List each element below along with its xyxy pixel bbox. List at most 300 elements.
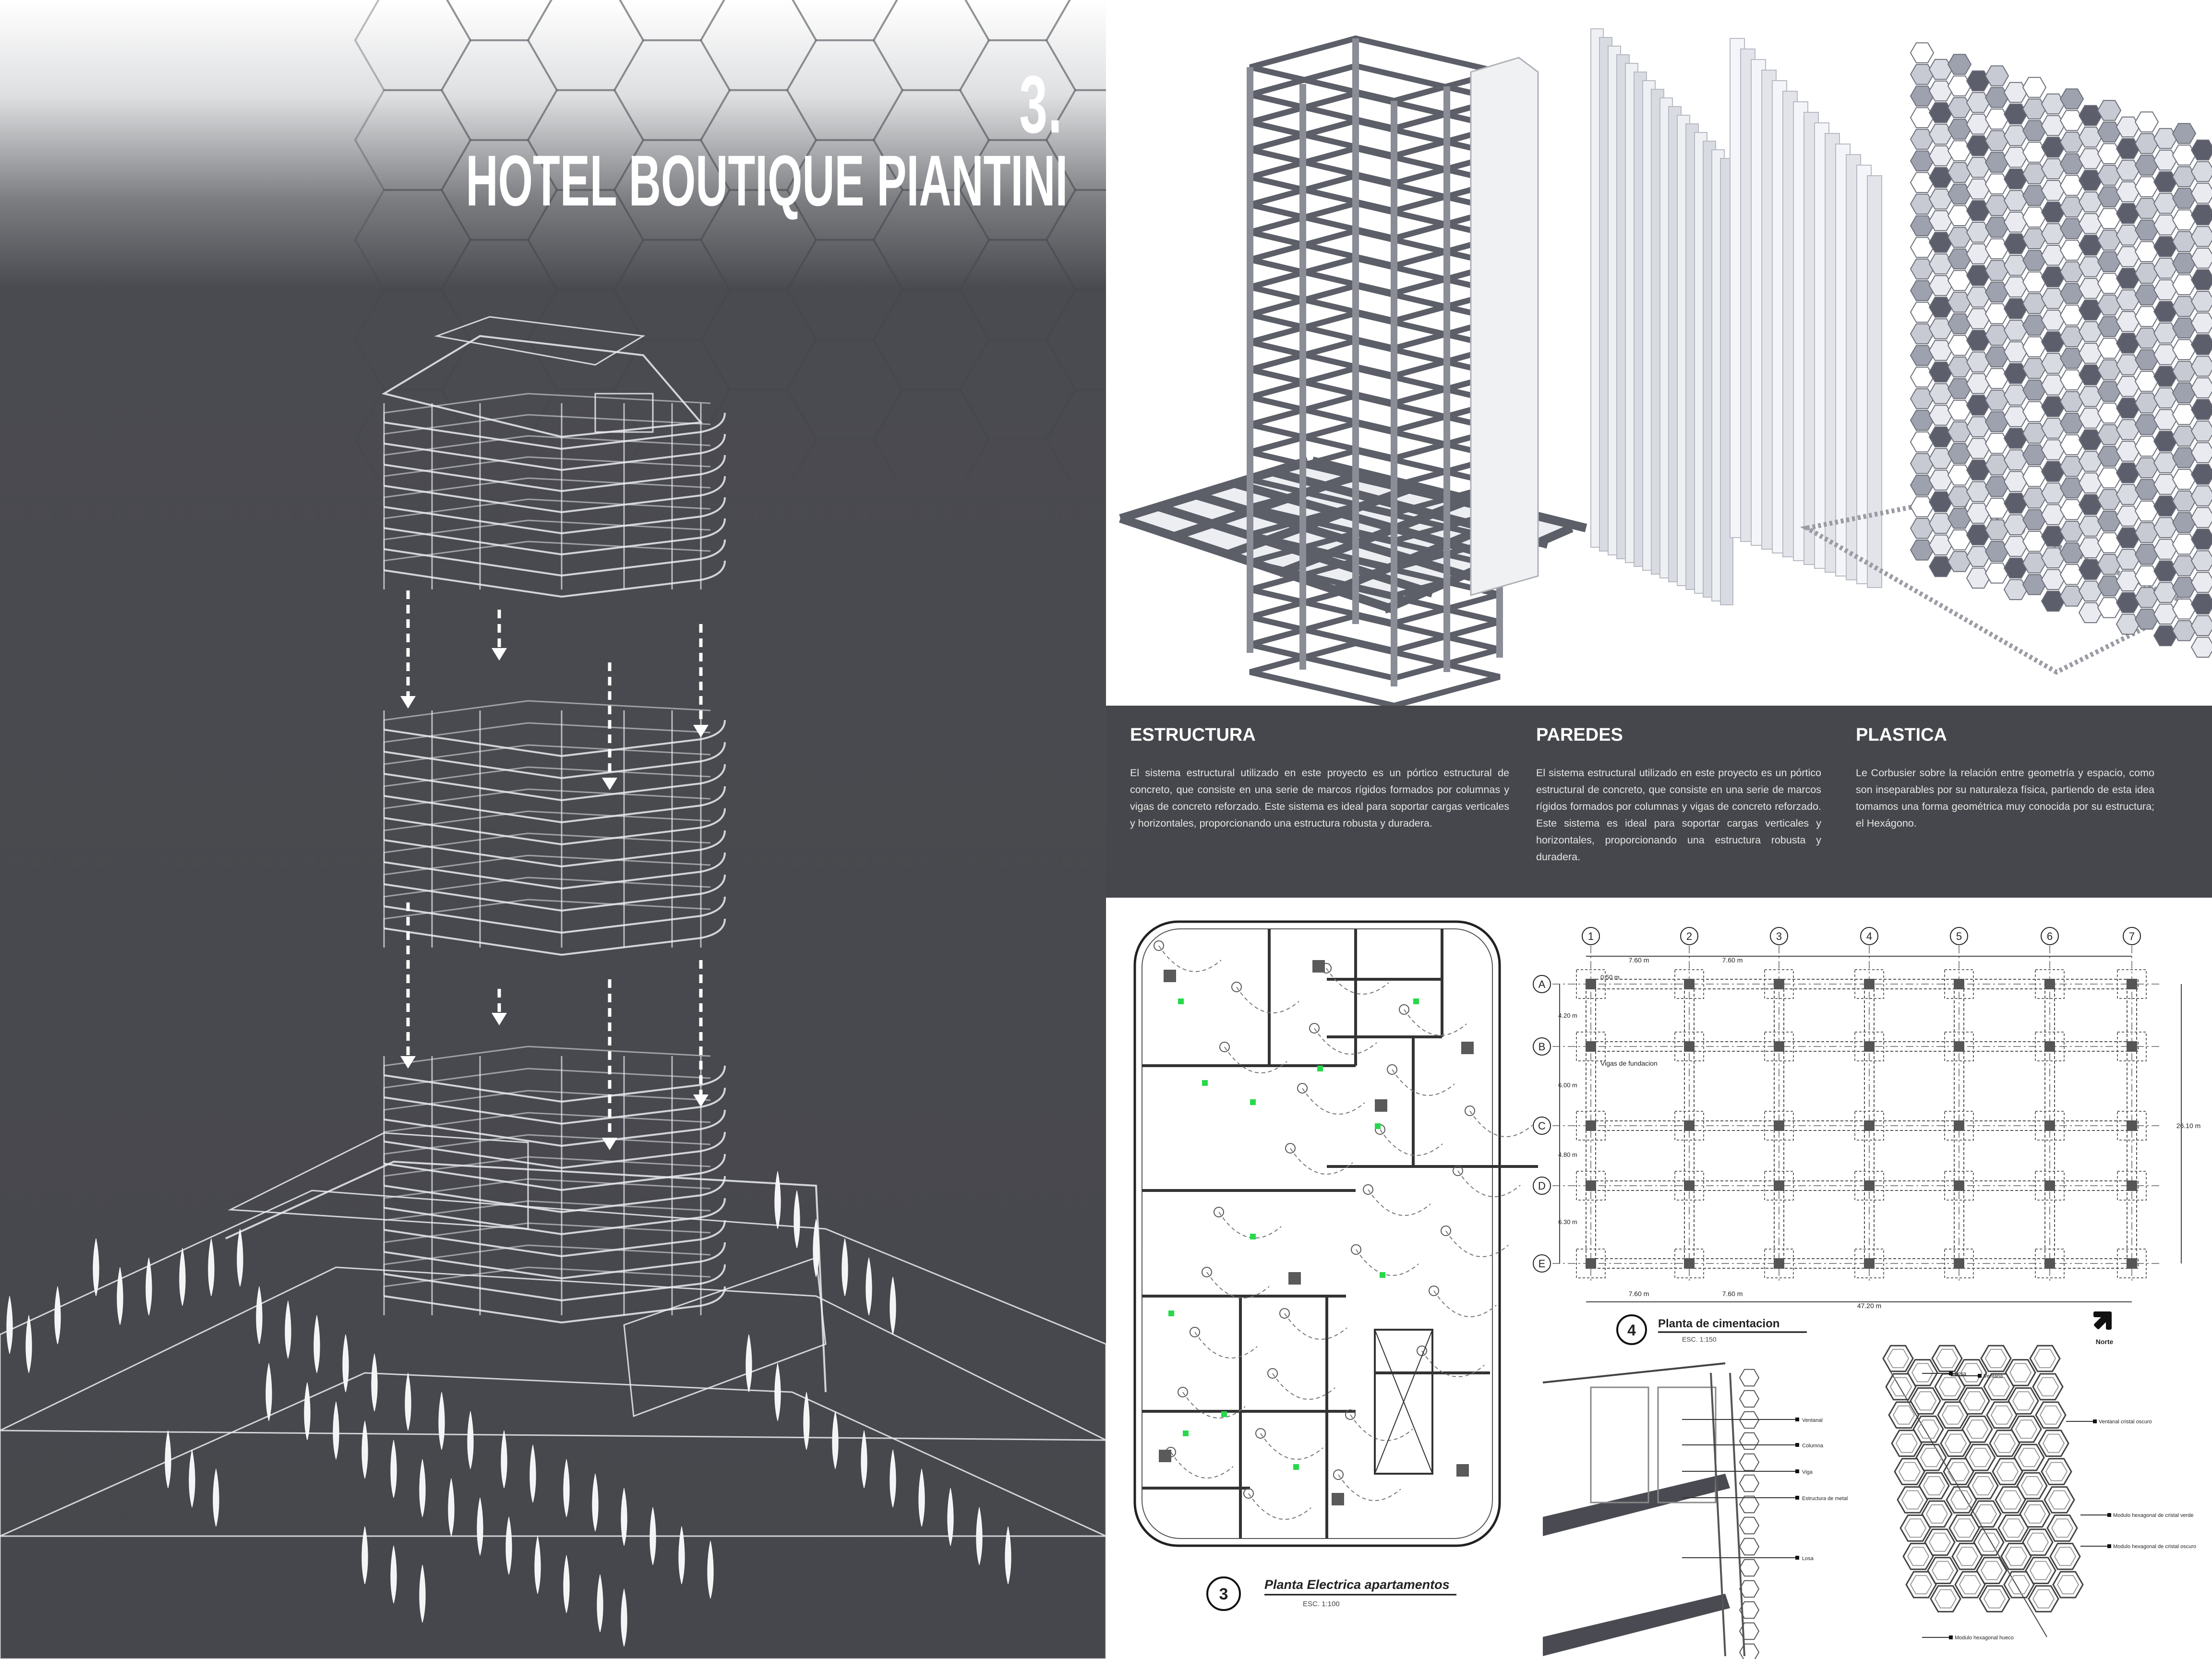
hexagon-module-inner bbox=[1981, 1562, 2002, 1580]
model-renders-panel bbox=[1106, 0, 2212, 706]
circuit-line bbox=[1326, 968, 1389, 994]
column bbox=[2044, 1258, 2055, 1269]
column bbox=[1864, 1180, 1875, 1191]
column bbox=[2127, 1120, 2137, 1131]
circuit-line bbox=[1458, 1171, 1520, 1197]
hexagon-module-inner bbox=[1893, 1406, 1914, 1424]
grid-column-label: 4 bbox=[1866, 930, 1873, 942]
floor-slab bbox=[384, 786, 725, 822]
leader-dot bbox=[1795, 1418, 1799, 1421]
hexagon-module-inner bbox=[1912, 1363, 1933, 1382]
hexagon-module bbox=[1740, 1539, 1759, 1555]
cypress-tree bbox=[266, 1363, 272, 1421]
hexagon-module-inner bbox=[2000, 1491, 2021, 1509]
column bbox=[1684, 979, 1695, 989]
column bbox=[1684, 1120, 1695, 1131]
floor-slab bbox=[384, 720, 725, 756]
podium-block bbox=[624, 1258, 826, 1416]
leader-dot bbox=[1795, 1496, 1799, 1500]
hexagon-module-inner bbox=[1926, 1505, 1948, 1523]
cypress-tree bbox=[256, 1286, 262, 1344]
cypress-tree bbox=[506, 1517, 512, 1575]
cypress-tree bbox=[621, 1488, 627, 1546]
hexagon-module-inner bbox=[2021, 1477, 2043, 1495]
cypress-tree bbox=[597, 1575, 603, 1632]
column bbox=[1586, 1180, 1596, 1191]
hexagon-module bbox=[1740, 1391, 1759, 1407]
circuit-line bbox=[1249, 1493, 1311, 1519]
circuit-line bbox=[1195, 1332, 1257, 1358]
hexagon-module-inner bbox=[1911, 1575, 1932, 1594]
cypress-tree bbox=[650, 1507, 656, 1565]
hexagon-module-inner bbox=[1988, 1378, 2009, 1396]
column bbox=[2044, 1180, 2055, 1191]
floor-slab bbox=[384, 1220, 725, 1256]
hexagon-module-inner bbox=[1899, 1463, 1920, 1481]
structural-column bbox=[1461, 1042, 1474, 1054]
column bbox=[1684, 1041, 1695, 1052]
circuit-line bbox=[1470, 1111, 1532, 1137]
hexagon-module bbox=[1740, 1560, 1759, 1576]
grid-row-label: B bbox=[1538, 1041, 1546, 1053]
detail-label: Losa bbox=[1955, 1371, 1966, 1377]
hexagon-module-inner bbox=[1915, 1392, 1936, 1410]
hexagon-module-inner bbox=[2016, 1420, 2037, 1438]
hexagon-module bbox=[1740, 1475, 1759, 1492]
cypress-tree bbox=[405, 1373, 411, 1431]
hexagon-module-inner bbox=[1975, 1505, 1996, 1523]
leader-dot bbox=[2107, 1544, 2111, 1548]
grid-column-label: 1 bbox=[1587, 930, 1594, 942]
cypress-tree bbox=[420, 1565, 425, 1623]
hexagon-module-inner bbox=[1954, 1519, 1975, 1537]
floor-slab bbox=[384, 1198, 725, 1234]
explode-arrowhead bbox=[602, 1138, 617, 1150]
hexagon-module-inner bbox=[1978, 1533, 1999, 1551]
column bbox=[1954, 1041, 1964, 1052]
cypress-tree bbox=[621, 1589, 627, 1647]
floor-slab bbox=[384, 1110, 725, 1146]
column bbox=[1586, 1041, 1596, 1052]
cypress-tree bbox=[165, 1431, 171, 1488]
grid-row-label: D bbox=[1538, 1180, 1546, 1192]
column bbox=[2127, 1041, 2137, 1052]
structural-column bbox=[1288, 1272, 1301, 1285]
outlet-marker bbox=[1178, 998, 1184, 1004]
outlet-marker bbox=[1250, 1099, 1256, 1105]
section-body: El sistema estructural utilizado en este proyecto es un pórtico estructural de concreto, que consiste en una serie de marcos rígidos formados por columnas y vigas de concreto reforzado. Este sistema es ideal para soportar cargas verticales y horizontales, proporcionando una estructura robusta y duradera. bbox=[1536, 767, 1821, 863]
circuit-line bbox=[1285, 1313, 1347, 1339]
cypress-tree bbox=[117, 1267, 123, 1325]
circuit-line bbox=[1350, 1415, 1413, 1441]
dimension-label: 6.30 m bbox=[1558, 1218, 1577, 1226]
wall-panel bbox=[1867, 176, 1882, 588]
cypress-tree bbox=[189, 1450, 195, 1507]
column bbox=[2044, 1120, 2055, 1131]
hexagon-module-inner bbox=[2046, 1463, 2067, 1481]
outlet-marker bbox=[1413, 998, 1419, 1004]
hexagon-outline bbox=[355, 0, 470, 90]
cypress-tree bbox=[213, 1469, 219, 1527]
outlet-marker bbox=[1250, 1234, 1256, 1239]
section-body: El sistema estructural utilizado en este proyecto es un pórtico estructural de concreto, que consiste en una serie de marcos rígidos formados por columnas y vigas de concreto reforzado. Este sistema es ideal para soportar cargas verticales y horizontales, proporcionando una estructura robusta y duradera. bbox=[1130, 767, 1509, 829]
detail-label: Ventanal bbox=[1802, 1418, 1823, 1423]
hexagon-outline bbox=[528, 0, 643, 90]
hexagon-module-inner bbox=[2033, 1590, 2054, 1608]
project-title: HOTEL BOUTIQUE PIANTINI bbox=[466, 140, 1068, 221]
column bbox=[1684, 1180, 1695, 1191]
cypress-tree bbox=[55, 1286, 60, 1344]
section-heading: PLASTICA bbox=[1856, 725, 1947, 745]
grid-column-label: 6 bbox=[2046, 930, 2053, 942]
cypress-tree bbox=[362, 1527, 368, 1584]
cypress-tree bbox=[804, 1392, 809, 1450]
hexagon-module-inner bbox=[1970, 1448, 1991, 1467]
circuit-line bbox=[1302, 1088, 1365, 1114]
column bbox=[2127, 979, 2137, 989]
cypress-tree bbox=[530, 1445, 536, 1503]
floor-slab bbox=[384, 875, 725, 911]
column bbox=[1864, 1120, 1875, 1131]
floor-slab bbox=[384, 919, 725, 955]
cypress-tree bbox=[362, 1421, 368, 1479]
cypress-tree bbox=[794, 1190, 800, 1248]
column bbox=[2127, 1258, 2137, 1269]
grid-row-label: E bbox=[1538, 1258, 1546, 1270]
section-paredes bbox=[1536, 725, 1821, 866]
hexagon-module-inner bbox=[2057, 1575, 2079, 1594]
column bbox=[2127, 1180, 2137, 1191]
floor-slab bbox=[384, 764, 725, 800]
leader-dot bbox=[1795, 1556, 1799, 1560]
cypress-tree bbox=[333, 1402, 339, 1459]
dimension-label: 0.50 m bbox=[1600, 974, 1620, 981]
facade-detail-section bbox=[1543, 1363, 1848, 1659]
cypress-tree bbox=[919, 1469, 925, 1527]
hexagon-module-inner bbox=[1991, 1406, 2012, 1424]
tower-segment bbox=[384, 394, 725, 597]
column bbox=[2044, 1041, 2055, 1052]
grid-column-label: 2 bbox=[1686, 930, 1693, 942]
cypress-tree bbox=[775, 1363, 781, 1421]
column bbox=[1954, 1120, 1964, 1131]
leader-dot bbox=[1949, 1371, 1953, 1375]
cypress-tree bbox=[564, 1459, 569, 1517]
hexagon-module-inner bbox=[2003, 1519, 2024, 1537]
floor-slab bbox=[384, 1264, 725, 1300]
column bbox=[1864, 1041, 1875, 1052]
section-heading: PAREDES bbox=[1536, 725, 1623, 745]
hexagon-module-inner bbox=[2013, 1392, 2034, 1410]
hexagon-facade-detail bbox=[1883, 1346, 2196, 1641]
column bbox=[2044, 979, 2055, 989]
circuit-line bbox=[1356, 1250, 1419, 1275]
hexagon-module-inner bbox=[2052, 1519, 2073, 1537]
hexagon-module-inner bbox=[1985, 1349, 2007, 1368]
detail-label: Viga bbox=[1802, 1469, 1813, 1475]
column bbox=[1586, 1120, 1596, 1131]
hexagon-outline bbox=[355, 190, 470, 290]
plan-title: Planta Electrica apartamentos bbox=[1264, 1577, 1450, 1592]
dimension-label: 7.60 m bbox=[1722, 956, 1743, 964]
hexagon-module-inner bbox=[1945, 1434, 1966, 1453]
hexagon-module-inner bbox=[1905, 1519, 1926, 1537]
outlet-marker bbox=[1317, 1066, 1323, 1071]
section-estructura bbox=[1130, 725, 1509, 832]
hexagon-module-inner bbox=[1942, 1406, 1963, 1424]
ground-outline bbox=[0, 1190, 1106, 1659]
circuit-line bbox=[1368, 1190, 1431, 1215]
cypress-tree bbox=[948, 1488, 953, 1546]
cypress-tree bbox=[93, 1238, 99, 1296]
hexagon-module bbox=[1740, 1581, 1759, 1598]
section-plastica bbox=[1856, 725, 2154, 832]
hexagon-module-inner bbox=[1923, 1477, 1945, 1495]
cypress-tree bbox=[1005, 1527, 1011, 1584]
plan-outline-inner bbox=[1142, 929, 1492, 1539]
cypress-tree bbox=[237, 1229, 243, 1286]
outlet-marker bbox=[1293, 1464, 1299, 1470]
hexagon-module bbox=[1740, 1433, 1759, 1450]
floor-slab bbox=[384, 808, 725, 844]
hexagon-module-inner bbox=[1984, 1590, 2005, 1608]
plan-scale: ESC. 1:100 bbox=[1303, 1600, 1340, 1608]
hexagon-outline bbox=[355, 90, 470, 190]
core-shaft bbox=[1471, 58, 1538, 595]
floor-slab bbox=[384, 540, 725, 576]
structural-column bbox=[1456, 1464, 1469, 1477]
circuit-line bbox=[1159, 946, 1221, 972]
outlet-marker bbox=[1202, 1080, 1208, 1086]
dimension-label: 26.10 m bbox=[2176, 1122, 2201, 1130]
detail-label: Modulo hexagonal de cristal oscuro bbox=[2113, 1544, 2197, 1550]
hexagon-module-inner bbox=[2010, 1363, 2031, 1382]
cypress-tree bbox=[468, 1411, 473, 1469]
cypress-tree bbox=[314, 1315, 320, 1373]
circuit-line bbox=[1261, 1433, 1323, 1459]
circuit-line bbox=[1290, 1148, 1353, 1174]
hexagon-module-inner bbox=[1936, 1349, 1958, 1368]
cypress-tree bbox=[439, 1392, 445, 1450]
column bbox=[1954, 979, 1964, 989]
hexagon-module bbox=[1740, 1517, 1759, 1534]
circuit-line bbox=[1392, 1070, 1455, 1095]
circuit-line bbox=[1183, 1392, 1245, 1418]
detail-label: Ventanal cristal oscuro bbox=[2099, 1419, 2152, 1425]
floor-slab bbox=[384, 1088, 725, 1124]
walls-model bbox=[1591, 29, 1882, 605]
circuit-line bbox=[1207, 1272, 1269, 1298]
cypress-tree bbox=[535, 1536, 541, 1594]
cypress-tree bbox=[7, 1296, 12, 1354]
hexagon-module-inner bbox=[2034, 1349, 2056, 1368]
description-band bbox=[1106, 706, 2212, 898]
hexagon-module-inner bbox=[1948, 1463, 1969, 1481]
grid-row-label: C bbox=[1538, 1120, 1546, 1132]
detail-label: Ventana bbox=[1984, 1373, 2003, 1379]
hexagon-module-inner bbox=[1896, 1434, 1917, 1453]
cypress-tree bbox=[420, 1459, 425, 1517]
hexagon-module-inner bbox=[1932, 1562, 1953, 1580]
explode-arrowhead bbox=[492, 1013, 507, 1025]
cypress-tree bbox=[477, 1498, 483, 1555]
floor-slab bbox=[384, 897, 725, 933]
beam-label: Vigas de fundacion bbox=[1600, 1059, 1658, 1067]
structural-column bbox=[1312, 960, 1325, 973]
dimension-label: 7.60 m bbox=[1722, 1290, 1743, 1298]
column bbox=[1774, 979, 1784, 989]
grid-column-label: 5 bbox=[1956, 930, 1962, 942]
column bbox=[1774, 1180, 1784, 1191]
floor-slab bbox=[384, 1066, 725, 1102]
hexagon-module-inner bbox=[2049, 1491, 2070, 1509]
hexagon-module-inner bbox=[1967, 1420, 1988, 1438]
outlet-marker bbox=[1380, 1272, 1385, 1278]
floor-slab bbox=[384, 830, 725, 866]
hexagon-outline bbox=[874, 0, 989, 90]
circuit-line bbox=[1434, 1291, 1496, 1317]
tower-segment bbox=[384, 701, 725, 955]
dimension-label: 7.60 m bbox=[1628, 956, 1649, 964]
street-line bbox=[0, 1267, 1106, 1440]
column bbox=[1586, 979, 1596, 989]
floor-slab bbox=[384, 561, 725, 597]
floor-slab-back bbox=[384, 1046, 710, 1075]
cypress-tree bbox=[861, 1431, 867, 1488]
leader-dot bbox=[2107, 1513, 2111, 1517]
hexagon-module-inner bbox=[2040, 1406, 2061, 1424]
hexagon-module-inner bbox=[2043, 1434, 2064, 1453]
model-renders bbox=[1106, 0, 2212, 706]
explode-arrowhead bbox=[602, 778, 617, 790]
column bbox=[1774, 1041, 1784, 1052]
hexagon-module-inner bbox=[2008, 1575, 2030, 1594]
dimension-label: 47.20 m bbox=[1857, 1302, 1882, 1310]
cypress-tree bbox=[304, 1382, 310, 1440]
floor-slab-back bbox=[384, 394, 710, 422]
column bbox=[1684, 1258, 1695, 1269]
plan-scale: ESC. 1:150 bbox=[1682, 1335, 1717, 1343]
circuit-line bbox=[1404, 1010, 1467, 1035]
hexagon-outline bbox=[442, 40, 557, 140]
cypress-tree bbox=[372, 1354, 377, 1411]
cypress-tree bbox=[775, 1171, 781, 1229]
floor-slab bbox=[384, 742, 725, 778]
explode-arrowhead bbox=[492, 648, 507, 661]
hexagon-module-inner bbox=[1960, 1575, 1981, 1594]
outlet-marker bbox=[1183, 1431, 1189, 1436]
hexagon-outline bbox=[614, 40, 730, 140]
column bbox=[1774, 1120, 1784, 1131]
hexagon-module-inner bbox=[1929, 1533, 1950, 1551]
cypress-tree bbox=[890, 1450, 896, 1507]
circuit-line bbox=[1314, 1028, 1377, 1054]
hexagon-outline bbox=[787, 40, 902, 140]
hexagon-outline bbox=[701, 0, 816, 90]
leader-dot bbox=[1795, 1443, 1799, 1447]
structure-frame-model bbox=[1120, 38, 1586, 706]
hexagon-module-inner bbox=[1997, 1463, 2018, 1481]
plan-number: 3 bbox=[1219, 1585, 1228, 1603]
north-label: Norte bbox=[2095, 1338, 2114, 1346]
grid-row-label: A bbox=[1538, 978, 1546, 990]
hexagon-module bbox=[1740, 1370, 1759, 1386]
hexagon-module-inner bbox=[1921, 1448, 1942, 1467]
hexagon-module-inner bbox=[1964, 1392, 1985, 1410]
hexagon-module-inner bbox=[2006, 1547, 2027, 1565]
cypress-tree bbox=[679, 1527, 685, 1584]
circuit-line bbox=[1171, 1452, 1233, 1478]
column bbox=[1864, 1258, 1875, 1269]
window-frame bbox=[1591, 1387, 1648, 1503]
leader-dot bbox=[2093, 1419, 2097, 1423]
hexagon-module bbox=[1740, 1496, 1759, 1513]
section-body: Le Corbusier sobre la relación entre geometría y espacio, como son inseparables por su naturaleza física, partiendo de esta idea tomamos una forma geométrica muy conocida por su estructura; el Hexágono. bbox=[1856, 767, 2154, 829]
detail-label: Modulo hexagonal de cristal verde bbox=[2113, 1513, 2194, 1518]
floor-slab bbox=[384, 1132, 725, 1168]
hexagon-module bbox=[1740, 1454, 1759, 1471]
detail-label: Estructura de metal bbox=[1802, 1496, 1848, 1502]
structural-column bbox=[1159, 1450, 1171, 1462]
cypress-tree bbox=[564, 1555, 569, 1613]
plans-panel bbox=[1106, 898, 2212, 1659]
column bbox=[1954, 1258, 1964, 1269]
project-number: 3. bbox=[1019, 59, 1063, 150]
hexagon-module-inner bbox=[2030, 1562, 2051, 1580]
leader-dot bbox=[1795, 1469, 1799, 1473]
floor-slab-back bbox=[384, 701, 710, 730]
column bbox=[1586, 1258, 1596, 1269]
plan-title: Planta de cimentacion bbox=[1658, 1317, 1780, 1330]
grid-column-label: 3 bbox=[1776, 930, 1782, 942]
hexagon-module-inner bbox=[1902, 1491, 1923, 1509]
cypress-tree bbox=[746, 1334, 752, 1392]
outlet-marker bbox=[1375, 1123, 1381, 1129]
grid-column-label: 7 bbox=[2128, 930, 2135, 942]
dimension-label: 4.80 m bbox=[1558, 1151, 1577, 1158]
cypress-tree bbox=[592, 1474, 598, 1531]
floor-beam bbox=[1543, 1594, 1730, 1656]
dimension-label: 4.20 m bbox=[1558, 1012, 1577, 1019]
hexagon-module-inner bbox=[1887, 1349, 1909, 1368]
floor-beam bbox=[1543, 1474, 1730, 1536]
cypress-tree bbox=[976, 1507, 982, 1565]
cypress-tree bbox=[343, 1334, 349, 1392]
column bbox=[1954, 1180, 1964, 1191]
detail-label: Columna bbox=[1802, 1443, 1824, 1449]
foundation-plan bbox=[1533, 927, 2200, 1346]
circuit-line bbox=[1225, 1047, 1287, 1073]
outlet-marker bbox=[1221, 1411, 1227, 1417]
column-edge bbox=[1711, 1373, 1725, 1656]
structural-column bbox=[1332, 1493, 1344, 1505]
circuit-line bbox=[1338, 1475, 1401, 1501]
floor-slab bbox=[384, 1286, 725, 1322]
detail-label: Modulo hexagonal hueco bbox=[1955, 1635, 2014, 1641]
structural-column bbox=[1375, 1099, 1387, 1112]
column bbox=[1774, 1258, 1784, 1269]
north-arrow bbox=[2095, 1313, 2110, 1328]
leader-dot bbox=[1978, 1374, 1982, 1378]
detail-label: Losa bbox=[1802, 1556, 1814, 1562]
podium-roof bbox=[230, 1133, 528, 1229]
hexagon-module-inner bbox=[2024, 1505, 2045, 1523]
plan-number: 4 bbox=[1627, 1322, 1636, 1339]
hexagon-module-inner bbox=[1951, 1491, 1972, 1509]
leader-dot bbox=[1949, 1635, 1953, 1639]
hexagon-module-inner bbox=[2055, 1547, 2076, 1565]
hexagon-module-inner bbox=[1994, 1434, 2015, 1453]
